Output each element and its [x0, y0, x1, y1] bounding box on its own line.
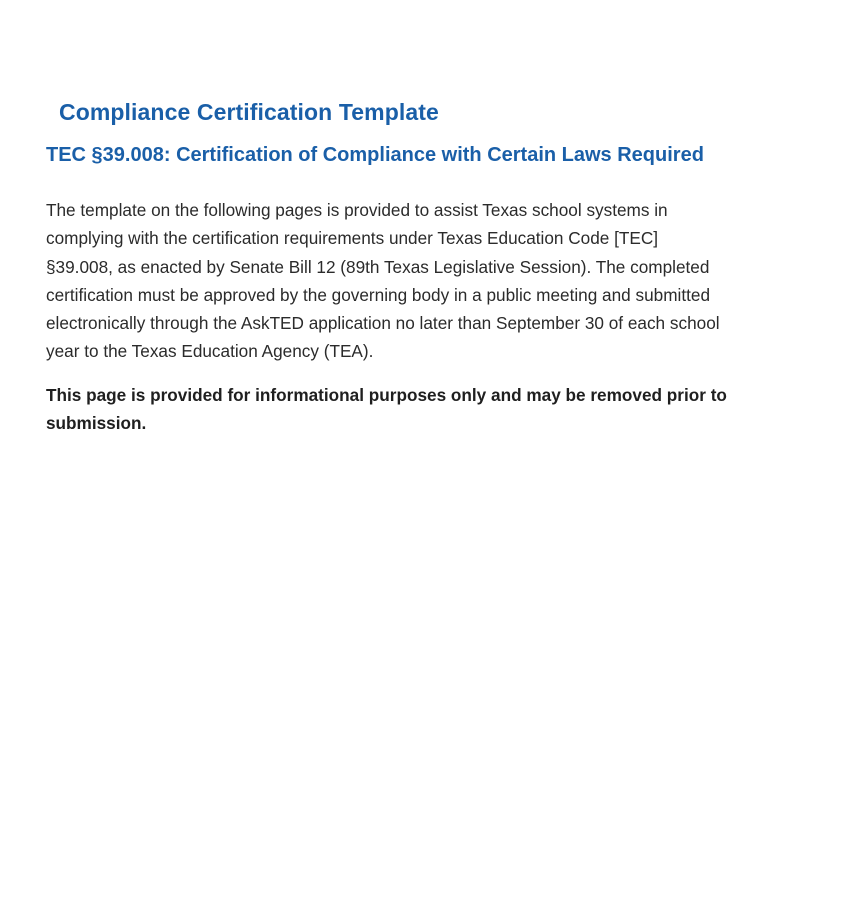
paragraph-line: The template on the following pages is provided to assist Texas school systems in — [46, 200, 668, 220]
paragraph-line: complying with the certification requirements under Texas Education Code [TEC] — [46, 228, 659, 249]
paragraph-line: certification must be approved by the governing body in a public meeting and submitted — [46, 284, 711, 305]
section-heading: TEC §39.008: Certification of Compliance with Certain Laws Required — [46, 144, 704, 166]
note-line: submission. — [46, 413, 147, 434]
note-line: This page is provided for informational purposes only and may be removed prior to — [46, 385, 727, 405]
paragraph-line: §39.008, as enacted by Senate Bill 12 (89th Texas Legislative Session). The completed — [46, 256, 710, 277]
informational-note — [46, 381, 836, 438]
intro-paragraph — [46, 196, 836, 366]
page-title: Compliance Certification Template — [59, 99, 439, 125]
paragraph-line: electronically through the AskTED application no later than September 30 of each school — [46, 313, 720, 334]
paragraph-line: year to the Texas Education Agency (TEA). — [46, 341, 374, 362]
